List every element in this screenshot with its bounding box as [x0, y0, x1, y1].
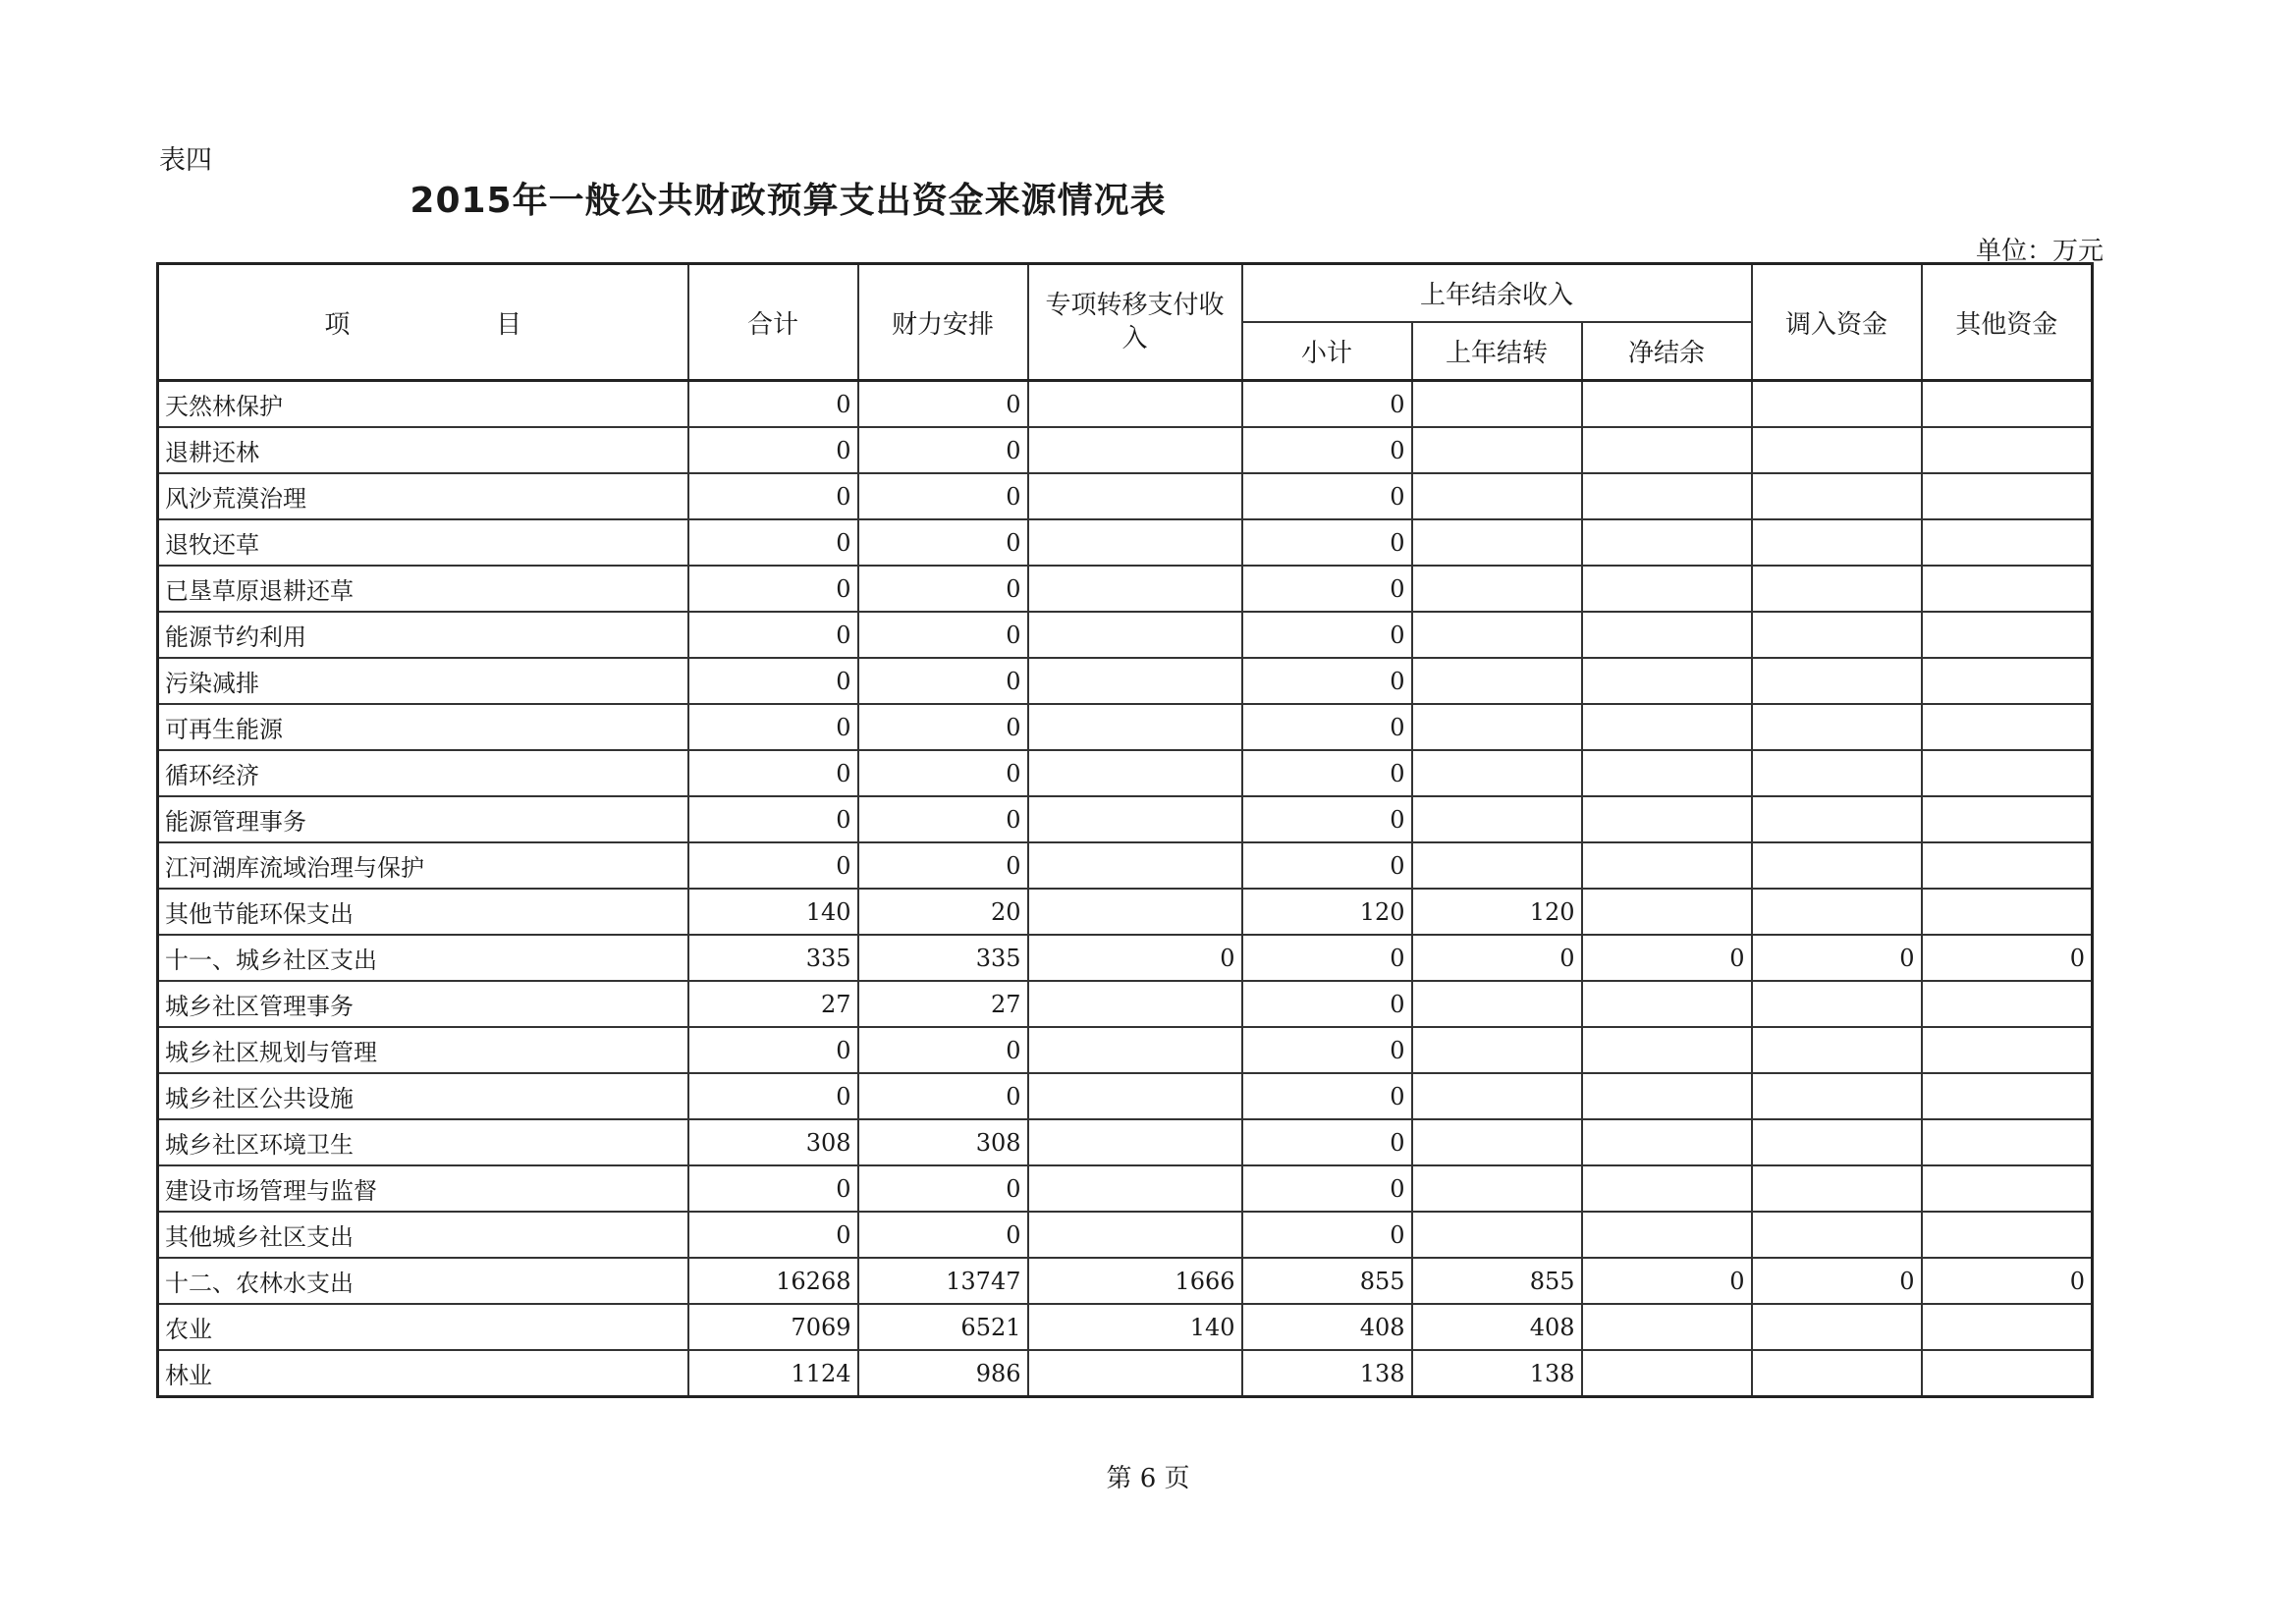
fiscal-cell: 0: [858, 750, 1028, 796]
fiscal-cell: 13747: [858, 1258, 1028, 1304]
header-transferred-in: 调入资金: [1752, 264, 1922, 381]
transferred-in-cell: [1752, 981, 1922, 1027]
table-row: [158, 658, 2093, 704]
item-label-cell: 林业: [158, 1350, 688, 1397]
net-surplus-cell: [1582, 1165, 1752, 1212]
fiscal-cell: 0: [858, 519, 1028, 566]
prior-carryover-cell: [1412, 658, 1582, 704]
prior-carryover-cell: [1412, 566, 1582, 612]
net-surplus-cell: [1582, 1212, 1752, 1258]
total-cell: 0: [688, 1027, 858, 1073]
fiscal-cell: 6521: [858, 1304, 1028, 1350]
special-transfer-cell: [1028, 519, 1242, 566]
other-funds-cell: [1922, 381, 2093, 428]
prior-carryover-cell: [1412, 1212, 1582, 1258]
transferred-in-cell: [1752, 381, 1922, 428]
fiscal-cell: 0: [858, 473, 1028, 519]
table-row: [158, 1073, 2093, 1119]
fiscal-cell: 0: [858, 796, 1028, 842]
item-label-cell: 已垦草原退耕还草: [158, 566, 688, 612]
subtotal-cell: 0: [1242, 842, 1412, 889]
table-row: [158, 1119, 2093, 1165]
other-funds-cell: [1922, 704, 2093, 750]
item-label-cell: 能源管理事务: [158, 796, 688, 842]
header-other-funds: 其他资金: [1922, 264, 2093, 381]
special-transfer-cell: [1028, 981, 1242, 1027]
total-cell: 0: [688, 381, 858, 428]
transferred-in-cell: [1752, 1350, 1922, 1397]
subtotal-cell: 0: [1242, 381, 1412, 428]
total-cell: 335: [688, 935, 858, 981]
subtotal-cell: 0: [1242, 566, 1412, 612]
table-row: [158, 1304, 2093, 1350]
table-row: [158, 566, 2093, 612]
transferred-in-cell: [1752, 842, 1922, 889]
subtotal-cell: 0: [1242, 1027, 1412, 1073]
total-cell: 27: [688, 981, 858, 1027]
budget-table: [156, 262, 2094, 1398]
other-funds-cell: [1922, 1073, 2093, 1119]
subtotal-cell: 408: [1242, 1304, 1412, 1350]
transferred-in-cell: [1752, 1304, 1922, 1350]
transferred-in-cell: [1752, 889, 1922, 935]
table-row: [158, 612, 2093, 658]
other-funds-cell: [1922, 981, 2093, 1027]
net-surplus-cell: [1582, 842, 1752, 889]
net-surplus-cell: [1582, 427, 1752, 473]
total-cell: 16268: [688, 1258, 858, 1304]
net-surplus-cell: [1582, 796, 1752, 842]
special-transfer-cell: [1028, 1027, 1242, 1073]
prior-carryover-cell: [1412, 473, 1582, 519]
table-row: [158, 796, 2093, 842]
table-row: [158, 889, 2093, 935]
special-transfer-cell: [1028, 889, 1242, 935]
special-transfer-cell: [1028, 750, 1242, 796]
prior-carryover-cell: [1412, 519, 1582, 566]
prior-carryover-cell: [1412, 750, 1582, 796]
other-funds-cell: [1922, 750, 2093, 796]
total-cell: 0: [688, 750, 858, 796]
item-label-cell: 城乡社区规划与管理: [158, 1027, 688, 1073]
header-item: 项 目: [158, 264, 688, 381]
subtotal-cell: 0: [1242, 796, 1412, 842]
subtotal-cell: 0: [1242, 658, 1412, 704]
table-row: [158, 981, 2093, 1027]
total-cell: 0: [688, 1212, 858, 1258]
total-cell: 308: [688, 1119, 858, 1165]
transferred-in-cell: [1752, 473, 1922, 519]
special-transfer-cell: [1028, 1212, 1242, 1258]
transferred-in-cell: 0: [1752, 1258, 1922, 1304]
table-row-category: [158, 935, 2093, 981]
fiscal-cell: 0: [858, 842, 1028, 889]
fiscal-cell: 0: [858, 1027, 1028, 1073]
table-row: [158, 381, 2093, 428]
fiscal-cell: 335: [858, 935, 1028, 981]
total-cell: 0: [688, 704, 858, 750]
total-cell: 140: [688, 889, 858, 935]
fiscal-cell: 0: [858, 704, 1028, 750]
total-cell: 0: [688, 566, 858, 612]
net-surplus-cell: [1582, 1304, 1752, 1350]
net-surplus-cell: [1582, 1073, 1752, 1119]
other-funds-cell: 0: [1922, 1258, 2093, 1304]
transferred-in-cell: [1752, 1165, 1922, 1212]
subtotal-cell: 0: [1242, 427, 1412, 473]
other-funds-cell: [1922, 1027, 2093, 1073]
header-subtotal: 小计: [1242, 322, 1412, 381]
item-label-cell: 建设市场管理与监督: [158, 1165, 688, 1212]
prior-carryover-cell: 408: [1412, 1304, 1582, 1350]
total-cell: 0: [688, 658, 858, 704]
net-surplus-cell: [1582, 750, 1752, 796]
table-row: [158, 519, 2093, 566]
item-label-cell: 城乡社区环境卫生: [158, 1119, 688, 1165]
transferred-in-cell: 0: [1752, 935, 1922, 981]
special-transfer-cell: [1028, 1119, 1242, 1165]
subtotal-cell: 0: [1242, 519, 1412, 566]
prior-carryover-cell: [1412, 1027, 1582, 1073]
subtotal-cell: 0: [1242, 935, 1412, 981]
total-cell: 0: [688, 842, 858, 889]
transferred-in-cell: [1752, 796, 1922, 842]
total-cell: 0: [688, 1073, 858, 1119]
header-fiscal: 财力安排: [858, 264, 1028, 381]
other-funds-cell: [1922, 566, 2093, 612]
net-surplus-cell: [1582, 658, 1752, 704]
special-transfer-cell: [1028, 1073, 1242, 1119]
fiscal-cell: 0: [858, 381, 1028, 428]
fiscal-cell: 27: [858, 981, 1028, 1027]
transferred-in-cell: [1752, 1212, 1922, 1258]
special-transfer-cell: [1028, 1165, 1242, 1212]
special-transfer-cell: [1028, 1350, 1242, 1397]
other-funds-cell: [1922, 1119, 2093, 1165]
header-total: 合计: [688, 264, 858, 381]
unit-label: 单位：万元: [1975, 237, 2104, 266]
other-funds-cell: 0: [1922, 935, 2093, 981]
prior-carryover-cell: [1412, 704, 1582, 750]
fiscal-cell: 308: [858, 1119, 1028, 1165]
net-surplus-cell: [1582, 1119, 1752, 1165]
fiscal-cell: 0: [858, 1165, 1028, 1212]
transferred-in-cell: [1752, 1119, 1922, 1165]
table-row: [158, 842, 2093, 889]
other-funds-cell: [1922, 473, 2093, 519]
transferred-in-cell: [1752, 519, 1922, 566]
header-net-surplus: 净结余: [1582, 322, 1752, 381]
special-transfer-cell: 0: [1028, 935, 1242, 981]
fiscal-cell: 0: [858, 1212, 1028, 1258]
other-funds-cell: [1922, 658, 2093, 704]
prior-carryover-cell: 138: [1412, 1350, 1582, 1397]
item-label-cell: 农业: [158, 1304, 688, 1350]
net-surplus-cell: [1582, 1350, 1752, 1397]
total-cell: 1124: [688, 1350, 858, 1397]
net-surplus-cell: 0: [1582, 1258, 1752, 1304]
net-surplus-cell: [1582, 889, 1752, 935]
table-row: [158, 704, 2093, 750]
document-title: 2015年一般公共财政预算支出资金来源情况表: [410, 181, 1167, 221]
net-surplus-cell: [1582, 381, 1752, 428]
table-row: [158, 427, 2093, 473]
other-funds-cell: [1922, 1304, 2093, 1350]
total-cell: 0: [688, 796, 858, 842]
transferred-in-cell: [1752, 1073, 1922, 1119]
item-label-cell: 十一、城乡社区支出: [158, 935, 688, 981]
other-funds-cell: [1922, 427, 2093, 473]
prior-carryover-cell: [1412, 1119, 1582, 1165]
fiscal-cell: 20: [858, 889, 1028, 935]
table-row: [158, 1165, 2093, 1212]
subtotal-cell: 0: [1242, 750, 1412, 796]
subtotal-cell: 0: [1242, 612, 1412, 658]
item-label-cell: 十二、农林水支出: [158, 1258, 688, 1304]
transferred-in-cell: [1752, 566, 1922, 612]
item-label-cell: 风沙荒漠治理: [158, 473, 688, 519]
special-transfer-cell: [1028, 842, 1242, 889]
subtotal-cell: 0: [1242, 1212, 1412, 1258]
item-label-cell: 可再生能源: [158, 704, 688, 750]
subtotal-cell: 0: [1242, 981, 1412, 1027]
special-transfer-cell: [1028, 427, 1242, 473]
fiscal-cell: 0: [858, 1073, 1028, 1119]
prior-carryover-cell: 855: [1412, 1258, 1582, 1304]
special-transfer-cell: 1666: [1028, 1258, 1242, 1304]
table-row-category: [158, 1258, 2093, 1304]
table-header: [158, 264, 2093, 381]
prior-carryover-cell: [1412, 381, 1582, 428]
table-row: [158, 1027, 2093, 1073]
other-funds-cell: [1922, 889, 2093, 935]
prior-carryover-cell: [1412, 612, 1582, 658]
special-transfer-cell: [1028, 658, 1242, 704]
prior-carryover-cell: 120: [1412, 889, 1582, 935]
subtotal-cell: 0: [1242, 1073, 1412, 1119]
net-surplus-cell: [1582, 566, 1752, 612]
item-label-cell: 污染减排: [158, 658, 688, 704]
net-surplus-cell: [1582, 612, 1752, 658]
item-label-cell: 其他节能环保支出: [158, 889, 688, 935]
item-label-cell: 天然林保护: [158, 381, 688, 428]
total-cell: 0: [688, 612, 858, 658]
prior-carryover-cell: [1412, 427, 1582, 473]
total-cell: 0: [688, 519, 858, 566]
transferred-in-cell: [1752, 704, 1922, 750]
total-cell: 0: [688, 427, 858, 473]
prior-carryover-cell: [1412, 1073, 1582, 1119]
net-surplus-cell: [1582, 473, 1752, 519]
item-label-cell: 退牧还草: [158, 519, 688, 566]
prior-carryover-cell: [1412, 796, 1582, 842]
net-surplus-cell: 0: [1582, 935, 1752, 981]
transferred-in-cell: [1752, 427, 1922, 473]
net-surplus-cell: [1582, 981, 1752, 1027]
page-number: 第 6 页: [1106, 1464, 1190, 1493]
subtotal-cell: 0: [1242, 1119, 1412, 1165]
special-transfer-cell: [1028, 612, 1242, 658]
item-label-cell: 能源节约利用: [158, 612, 688, 658]
table-row: [158, 473, 2093, 519]
prior-carryover-cell: [1412, 981, 1582, 1027]
net-surplus-cell: [1582, 519, 1752, 566]
transferred-in-cell: [1752, 1027, 1922, 1073]
other-funds-cell: [1922, 1165, 2093, 1212]
table-row: [158, 750, 2093, 796]
item-label-cell: 退耕还林: [158, 427, 688, 473]
subtotal-cell: 855: [1242, 1258, 1412, 1304]
header-special-transfer: 专项转移支付收入: [1028, 264, 1242, 381]
transferred-in-cell: [1752, 658, 1922, 704]
special-transfer-cell: [1028, 381, 1242, 428]
special-transfer-cell: [1028, 796, 1242, 842]
fiscal-cell: 0: [858, 566, 1028, 612]
special-transfer-cell: [1028, 473, 1242, 519]
table-body: [158, 381, 2093, 1397]
subtotal-cell: 138: [1242, 1350, 1412, 1397]
special-transfer-cell: [1028, 566, 1242, 612]
other-funds-cell: [1922, 519, 2093, 566]
fiscal-cell: 986: [858, 1350, 1028, 1397]
fiscal-cell: 0: [858, 427, 1028, 473]
other-funds-cell: [1922, 842, 2093, 889]
prior-carryover-cell: 0: [1412, 935, 1582, 981]
total-cell: 0: [688, 1165, 858, 1212]
item-label-cell: 城乡社区公共设施: [158, 1073, 688, 1119]
special-transfer-cell: [1028, 704, 1242, 750]
subtotal-cell: 0: [1242, 704, 1412, 750]
fiscal-cell: 0: [858, 612, 1028, 658]
total-cell: 7069: [688, 1304, 858, 1350]
other-funds-cell: [1922, 1350, 2093, 1397]
total-cell: 0: [688, 473, 858, 519]
subtotal-cell: 0: [1242, 473, 1412, 519]
other-funds-cell: [1922, 1212, 2093, 1258]
prior-carryover-cell: [1412, 842, 1582, 889]
subtotal-cell: 120: [1242, 889, 1412, 935]
special-transfer-cell: 140: [1028, 1304, 1242, 1350]
table-number-label: 表四: [159, 145, 212, 176]
table-row: [158, 1212, 2093, 1258]
other-funds-cell: [1922, 612, 2093, 658]
item-label-cell: 城乡社区管理事务: [158, 981, 688, 1027]
item-label-cell: 江河湖库流域治理与保护: [158, 842, 688, 889]
table-row: [158, 1350, 2093, 1397]
subtotal-cell: 0: [1242, 1165, 1412, 1212]
header-prior-year-group: 上年结余收入: [1242, 264, 1752, 323]
item-label-cell: 其他城乡社区支出: [158, 1212, 688, 1258]
fiscal-cell: 0: [858, 658, 1028, 704]
prior-carryover-cell: [1412, 1165, 1582, 1212]
other-funds-cell: [1922, 796, 2093, 842]
header-prior-carryover: 上年结转: [1412, 322, 1582, 381]
transferred-in-cell: [1752, 612, 1922, 658]
item-label-cell: 循环经济: [158, 750, 688, 796]
net-surplus-cell: [1582, 704, 1752, 750]
transferred-in-cell: [1752, 750, 1922, 796]
net-surplus-cell: [1582, 1027, 1752, 1073]
